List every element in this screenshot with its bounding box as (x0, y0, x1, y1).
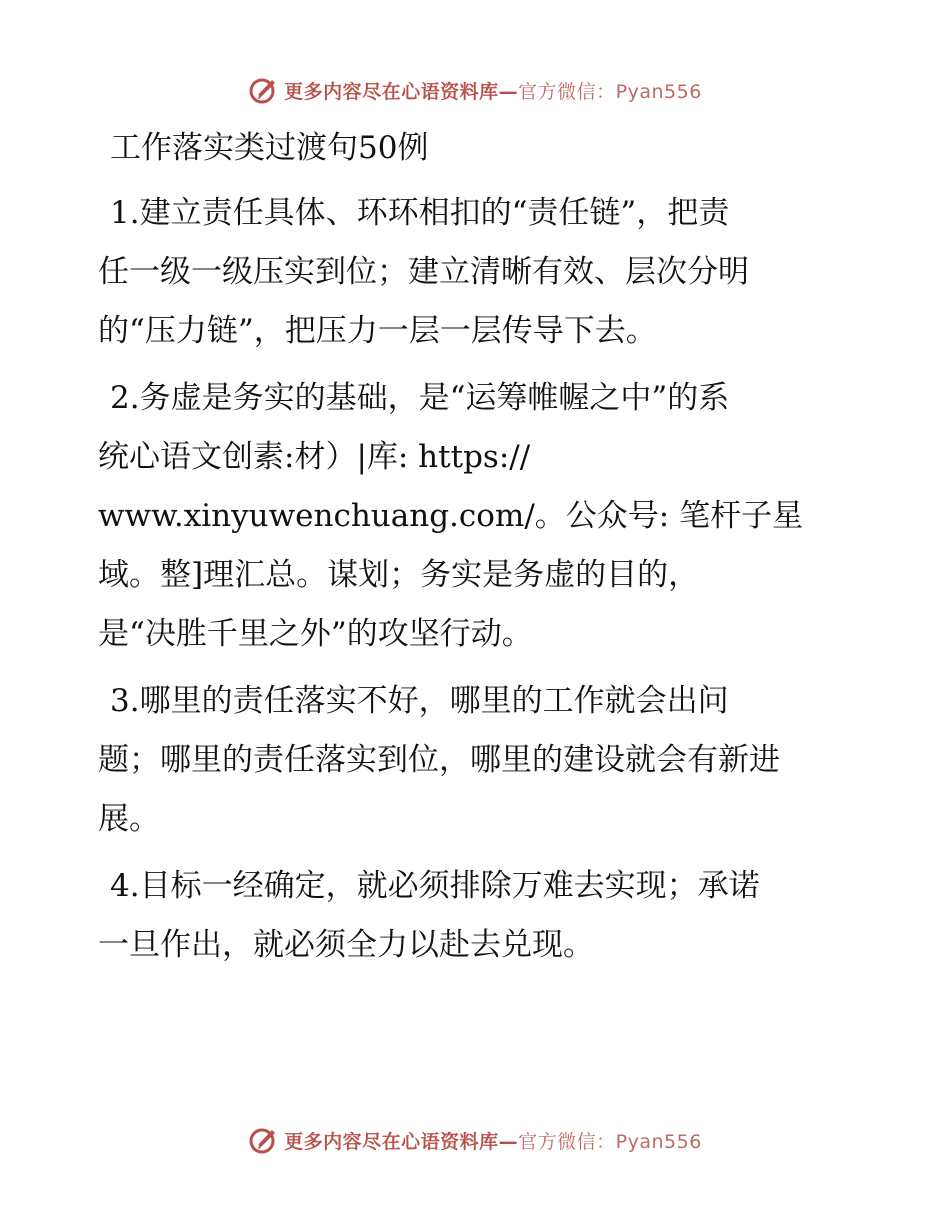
paragraph-line: 展。 (98, 801, 160, 837)
header-banner (0, 70, 950, 110)
footer-banner-main: 更多内容尽在心语资料库— (284, 1130, 519, 1153)
paragraph-line: 2.务虚是务实的基础，是“运筹帷幄之中”的系 (110, 380, 730, 416)
footer-banner-text (284, 1127, 702, 1154)
paragraph-line: 的“压力链”，把压力一层一层传导下去。 (98, 313, 657, 349)
paragraph-line: 任一级一级压实到位；建立清晰有效、层次分明 (98, 254, 749, 290)
quill-pen-logo-icon (248, 1125, 278, 1155)
paragraph-3 (98, 672, 858, 849)
paragraph-line: 统心语文创素:材）|库: https:// (98, 439, 531, 475)
paragraph-line: www.xinyuwenchuang.com/。公众号: 笔杆子星 (98, 498, 804, 534)
footer-banner (0, 1120, 950, 1160)
header-banner-text (284, 77, 702, 104)
quill-pen-logo-icon (248, 75, 278, 105)
header-banner-wechat: 官方微信：Pyan556 (518, 80, 702, 103)
footer-banner-wechat: 官方微信：Pyan556 (518, 1130, 702, 1153)
paragraph-1 (98, 184, 858, 361)
header-banner-main: 更多内容尽在心语资料库— (284, 80, 519, 103)
paragraph-line: 域。整]理汇总。谋划；务实是务虚的目的， (98, 557, 700, 593)
paragraph-2 (98, 369, 858, 664)
document-title: 工作落实类过渡句50例 (110, 130, 429, 166)
paragraph-line: 4.目标一经确定，就必须排除万难去实现；承诺 (110, 868, 760, 904)
paragraph-line: 一旦作出，就必须全力以赴去兑现。 (98, 927, 594, 963)
paragraph-4 (98, 857, 858, 975)
paragraph-line: 题；哪里的责任落实到位，哪里的建设就会有新进 (98, 742, 780, 778)
paragraph-line: 是“决胜千里之外”的攻坚行动。 (98, 616, 533, 652)
paragraph-line: 3.哪里的责任落实不好，哪里的工作就会出问 (110, 683, 729, 719)
paragraph-line: 1.建立责任具体、环环相扣的“责任链”，把责 (110, 195, 730, 231)
document-body (98, 122, 858, 983)
